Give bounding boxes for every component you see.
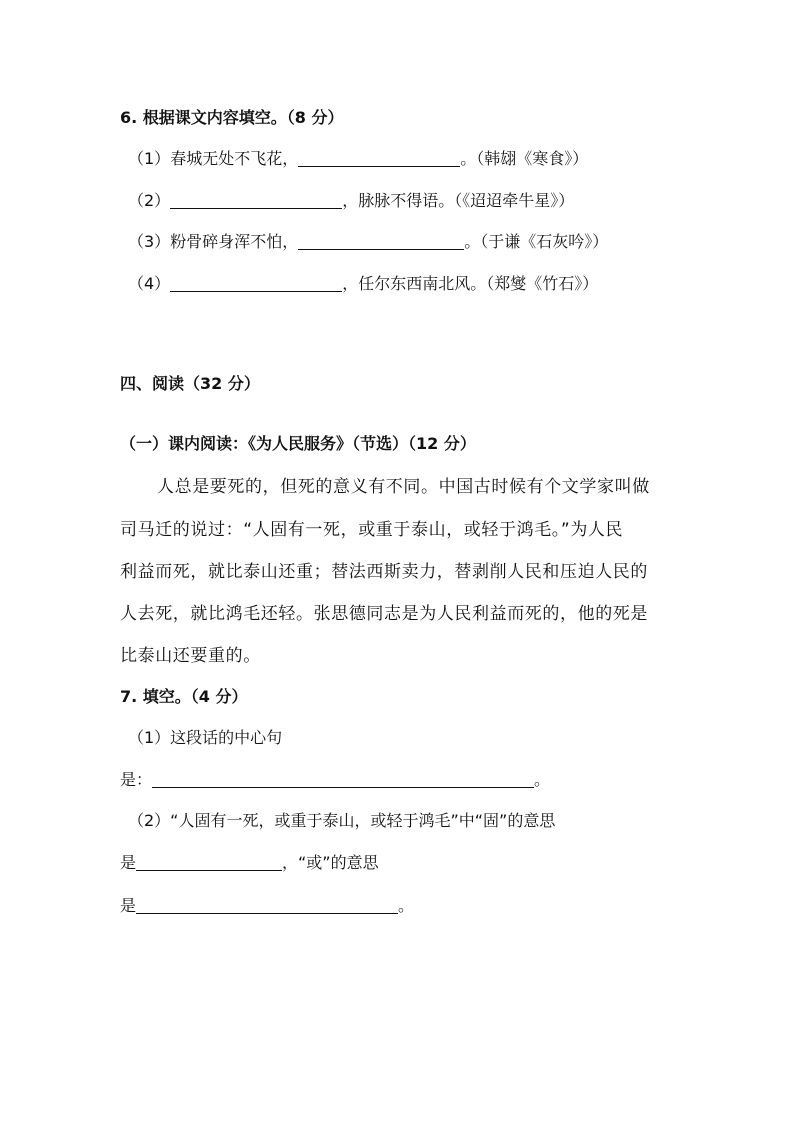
item-number: （2）: [128, 191, 171, 210]
answer-blank[interactable]: [136, 897, 398, 914]
passage-line: 司马迁的说过：“人固有一死，或重于泰山，或轻于鸿毛。”为人民: [120, 520, 624, 540]
item-text-after: 。（于谦《石灰吟》）: [464, 232, 609, 251]
q7-item-1-answer: [120, 769, 550, 791]
item-number: （1）: [128, 149, 171, 168]
reading-1-title: （一）课内阅读：《为人民服务》（节选）（12 分）: [120, 434, 476, 453]
q6-title: 6. 根据课文内容填空。（8 分）: [120, 108, 344, 127]
answer-blank[interactable]: [298, 150, 460, 167]
answer-prefix: 是: [120, 853, 137, 872]
answer-blank[interactable]: [170, 192, 342, 209]
item-text-before: 粉骨碎身浑不怕，: [170, 232, 299, 251]
item-text-after: ，脉脉不得语。（《迢迢牵牛星》）: [342, 191, 575, 210]
section-4-title: 四、阅读（32 分）: [120, 374, 260, 393]
item-text-before: 春城无处不飞花，: [170, 149, 299, 168]
q6-item-3: [128, 231, 608, 253]
item-number: （3）: [128, 232, 171, 251]
answer-suffix: 。: [534, 770, 551, 789]
q6-item-1: [128, 148, 588, 170]
q7-item-2-answer-1: [120, 852, 379, 874]
answer-blank[interactable]: [136, 854, 282, 871]
item-text-after: 。（韩翃《寒食》）: [460, 149, 589, 168]
passage-line: 人总是要死的，但死的意义有不同。中国古时候有个文学家叫做: [157, 477, 650, 497]
q7-item-1-prompt: （1）这段话的中心句: [128, 728, 283, 747]
q6-item-2: [128, 190, 574, 212]
q7-title: 7. 填空。（4 分）: [120, 687, 248, 706]
q7-item-2-prompt: （2）“人固有一死，或重于泰山，或轻于鸿毛”中“固”的意思: [128, 811, 556, 830]
q6-item-4: [128, 273, 598, 295]
item-text-after: ，任尔东西南北风。（郑燮《竹石》）: [342, 274, 599, 293]
passage-line: 比泰山还要重的。: [120, 646, 261, 666]
answer-prefix: 是: [120, 896, 137, 915]
answer-mid-text: ，“或”的意思: [282, 853, 379, 872]
q7-item-2-answer-2: [120, 895, 414, 917]
answer-blank[interactable]: [298, 233, 464, 250]
item-number: （4）: [128, 274, 171, 293]
passage-line: 利益而死，就比泰山还重；替法西斯卖力，替剥削人民和压迫人民的: [120, 562, 648, 582]
passage-line: 人去死，就比鸿毛还轻。张思德同志是为人民利益而死的，他的死是: [120, 604, 648, 624]
answer-prefix: 是：: [120, 770, 153, 789]
answer-blank[interactable]: [170, 275, 342, 292]
answer-blank[interactable]: [152, 771, 534, 788]
answer-suffix: 。: [398, 896, 415, 915]
